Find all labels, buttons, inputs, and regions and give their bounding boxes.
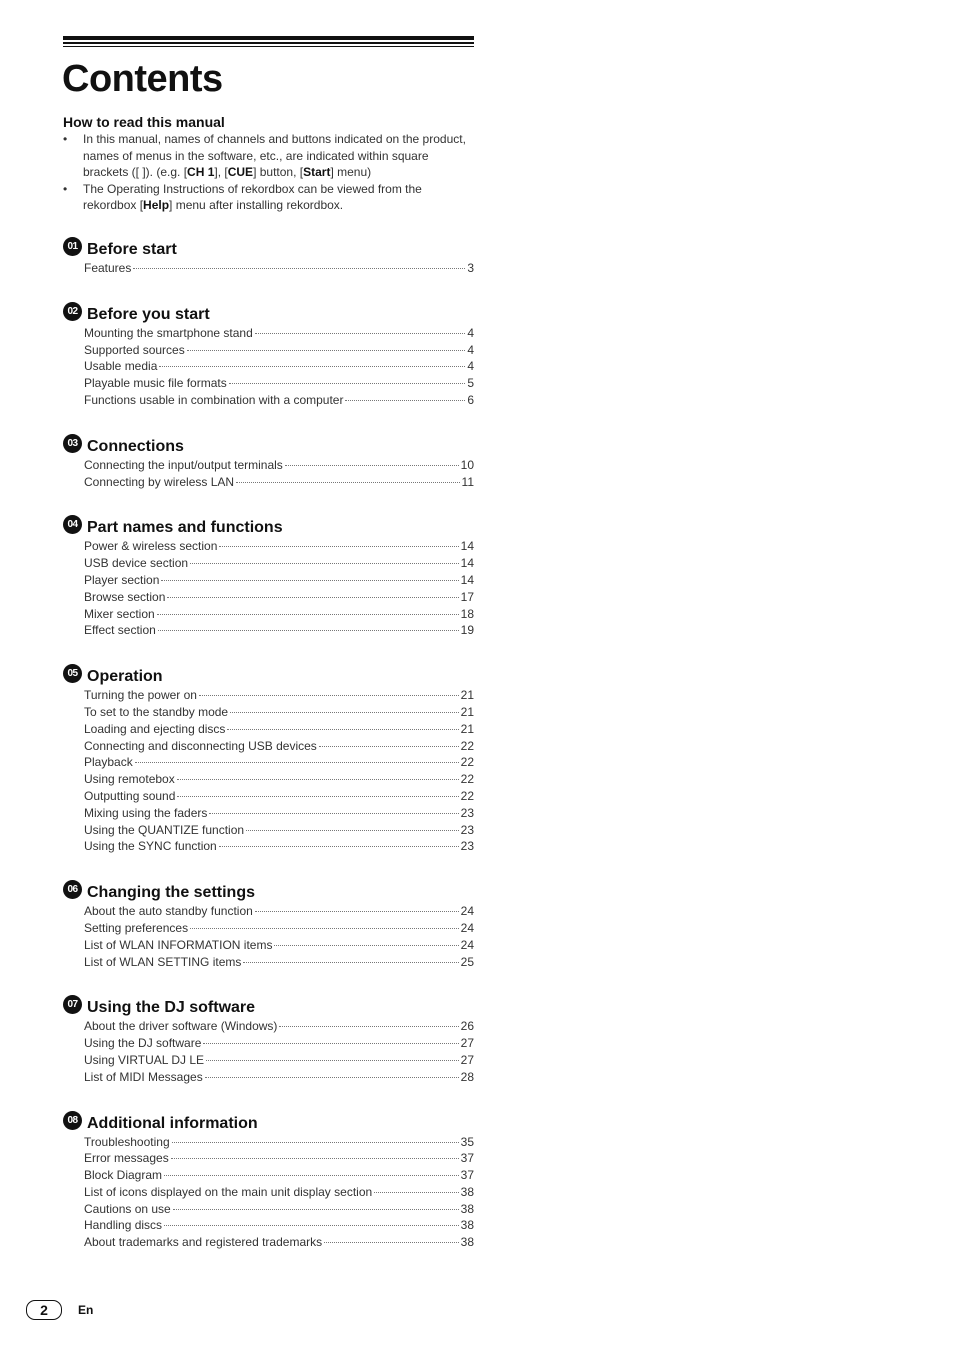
menu-name-start: Start [303,165,331,180]
toc-entry-title: List of WLAN INFORMATION items [84,937,273,952]
dot-leader [205,1077,459,1078]
toc-entry-page: 21 [460,704,474,719]
dot-leader [209,813,458,814]
dot-leader [374,1192,458,1193]
text: In this manual, names of channels and buttons indicated on the product, names of menus in the software, etc., are indicated within square brackets ([ ]). (e.g. [ [83,132,466,180]
bullet-icon: • [63,132,68,146]
toc-entry-page: 28 [460,1069,474,1084]
how-to-read-section [63,114,474,214]
toc-entry-list [84,457,474,491]
dot-leader [319,746,459,747]
chapter-heading[interactable] [63,233,474,260]
toc-entry[interactable] [84,375,474,392]
toc-entry-title: Block Diagram [84,1168,163,1183]
chapter-heading[interactable] [63,298,474,325]
toc-entry[interactable] [84,358,474,375]
toc-entry-title: USB device section [84,556,189,571]
text: The Operating Instructions of rekordbox can be viewed from the rekordbox [ [83,181,422,213]
toc-entry-title: List of WLAN SETTING items [84,954,242,969]
dot-leader [177,796,458,797]
toc-entry[interactable] [84,325,474,342]
toc-entry[interactable] [84,1217,474,1234]
toc-entry[interactable] [84,1234,474,1251]
toc-entry-page: 26 [460,1019,474,1034]
toc-entry-page: 6 [467,392,474,407]
dot-leader [164,1175,459,1176]
toc-entry-page: 14 [460,556,474,571]
toc-entry[interactable] [84,1018,474,1035]
dot-leader [173,1209,459,1210]
toc-entry[interactable] [84,1069,474,1086]
toc-entry-page: 27 [460,1036,474,1051]
toc-entry[interactable] [84,572,474,589]
dot-leader [345,400,465,401]
dot-leader [324,1242,459,1243]
rule-thick [63,36,474,40]
toc-entry[interactable] [84,260,474,277]
toc-entry-title: Browse section [84,589,166,604]
toc-entry-title: Setting preferences [84,920,189,935]
dot-leader [171,1158,459,1159]
toc-entry-page: 35 [460,1134,474,1149]
toc-entry-page: 10 [460,457,474,472]
toc-entry[interactable] [84,1035,474,1052]
toc-entry[interactable] [84,704,474,721]
toc-entry-page: 19 [460,623,474,638]
toc-entry-page: 22 [460,738,474,753]
toc-entry[interactable] [84,622,474,639]
toc-entry-title: Loading and ejecting discs [84,721,226,736]
toc-entry-page: 17 [460,589,474,604]
chapter-number-badge: 07 [63,995,82,1014]
toc-entry[interactable] [84,687,474,704]
toc-entry[interactable] [84,538,474,555]
dot-leader [187,350,466,351]
how-to-read-item-rekordbox [63,181,474,214]
toc-entry-page: 38 [460,1184,474,1199]
toc-entry-title: Playable music file formats [84,376,227,391]
button-name-ch1: CH 1 [187,165,215,180]
toc-entry-list [84,260,474,277]
dot-leader [177,779,459,780]
toc-entry-page: 22 [460,755,474,770]
toc-entry-list [84,325,474,409]
chapter-title: Connections [87,437,184,455]
chapter-section [63,233,474,277]
toc-entry-page: 25 [460,954,474,969]
toc-entry-page: 3 [467,261,474,275]
chapter-heading[interactable] [63,511,474,538]
toc-entry-page: 21 [460,688,474,703]
dot-leader [167,597,458,598]
toc-entry-title: Player section [84,572,160,587]
toc-entry-title: Playback [84,755,133,770]
dot-leader [157,614,459,615]
toc-entry[interactable] [84,589,474,606]
toc-entry-page: 14 [460,572,474,587]
chapter-number-badge: 01 [63,237,82,256]
chapter-section [63,430,474,491]
dot-leader [159,366,465,367]
toc-entry-page: 18 [460,606,474,621]
toc-entry-title: Cautions on use [84,1201,171,1216]
toc-entry-page: 14 [460,539,474,554]
toc-entry-page: 23 [460,822,474,837]
dot-leader [203,1043,458,1044]
toc-entry-title: Connecting by wireless LAN [84,474,235,489]
dot-leader [229,383,466,384]
toc-entry[interactable] [84,771,474,788]
toc-entry[interactable] [84,1184,474,1201]
toc-entry-page: 38 [460,1235,474,1250]
chapter-section [63,876,474,970]
chapter-heading[interactable] [63,1107,474,1134]
toc-entry[interactable] [84,754,474,771]
toc-entry[interactable] [84,954,474,971]
toc-entry-title: Connecting the input/output terminals [84,457,283,472]
toc-entry-page: 23 [460,805,474,820]
toc-entry[interactable] [84,788,474,805]
chapter-number-badge: 08 [63,1111,82,1130]
toc-entry[interactable] [84,457,474,474]
toc-entry-list [84,687,474,855]
toc-entry-page: 37 [460,1168,474,1183]
toc-entry-page: 22 [460,772,474,787]
toc-entry-list [84,1018,474,1085]
toc-entry-title: Effect section [84,623,156,638]
toc-entry-title: About the auto standby function [84,904,253,919]
chapter-number-badge: 05 [63,664,82,683]
dot-leader [133,268,465,269]
language-code: En [78,1303,94,1317]
toc-entry[interactable] [84,805,474,822]
toc-entry-title: List of icons displayed on the main unit display section [84,1184,373,1199]
dot-leader [172,1142,459,1143]
toc-entry-title: Connecting and disconnecting USB devices [84,738,317,753]
chapter-heading[interactable] [63,991,474,1018]
toc-entry-title: Using remotebox [84,772,175,787]
toc-entry[interactable] [84,721,474,738]
text: ] menu after installing rekordbox. [169,198,344,213]
toc-entry-page: 38 [460,1218,474,1233]
chapter-number-badge: 03 [63,434,82,453]
button-name-cue: CUE [227,165,254,180]
dot-leader [161,580,458,581]
dot-leader [274,945,458,946]
chapter-title: Using the DJ software [87,999,256,1017]
toc-entry-page: 27 [460,1052,474,1067]
toc-entry-list [84,1134,474,1252]
dot-leader [164,1225,459,1226]
how-to-read-heading: How to read this manual [63,114,225,130]
toc-entry[interactable] [84,903,474,920]
toc-entry-title: Features [84,261,132,275]
dot-leader [190,563,459,564]
dot-leader [279,1026,458,1027]
toc-entry[interactable] [84,738,474,755]
chapter-number-badge: 06 [63,880,82,899]
toc-entry-title: Error messages [84,1151,169,1166]
toc-entry-page: 24 [460,920,474,935]
toc-entry-title: List of MIDI Messages [84,1069,203,1084]
dot-leader [243,962,458,963]
dot-leader [199,695,459,696]
dot-leader [230,712,459,713]
toc-entry[interactable] [84,1052,474,1069]
toc-entry-page: 5 [467,376,474,391]
toc-entry-title: To set to the standby mode [84,704,229,719]
toc-entry-title: Usable media [84,359,158,374]
toc-entry[interactable] [84,606,474,623]
toc-entry[interactable] [84,937,474,954]
toc-entry-page: 11 [461,474,474,489]
toc-entry-page: 37 [460,1151,474,1166]
toc-entry-title: Power & wireless section [84,539,218,554]
toc-entry-title: About the driver software (Windows) [84,1019,278,1034]
dot-leader [206,1060,459,1061]
dot-leader [135,762,459,763]
toc-entry-page: 4 [467,342,474,357]
toc-entry[interactable] [84,1201,474,1218]
chapter-title: Before start [87,241,177,258]
toc-entry-title: Using the QUANTIZE function [84,822,245,837]
toc-entry[interactable] [84,920,474,937]
text: ] button, [ [253,165,304,180]
toc-entry-title: Functions usable in combination with a computer [84,392,344,407]
toc-entry[interactable] [84,392,474,409]
text: ] menu) [330,165,372,180]
chapter-heading[interactable] [63,876,474,903]
table-of-contents [63,233,474,1272]
toc-entry-page: 21 [460,721,474,736]
toc-entry[interactable] [84,555,474,572]
chapter-title: Operation [87,668,163,686]
chapter-heading[interactable] [63,430,474,457]
toc-entry-page: 23 [460,839,474,854]
toc-entry-title: Using the DJ software [84,1036,202,1051]
toc-entry-title: Handling discs [84,1218,163,1233]
toc-entry-list [84,538,474,639]
dot-leader [227,729,458,730]
chapter-title: Before you start [87,305,210,323]
dot-leader [190,928,459,929]
chapter-heading[interactable] [63,660,474,687]
toc-entry[interactable] [84,838,474,855]
toc-entry-title: Outputting sound [84,788,176,803]
how-to-read-item-brackets [63,131,474,181]
rule-thin-lower [63,46,474,48]
toc-entry[interactable] [84,342,474,359]
text: ], [ [214,165,228,180]
dot-leader [236,482,459,483]
dot-leader [219,546,458,547]
page-number: 2 [26,1300,62,1320]
toc-entry[interactable] [84,822,474,839]
toc-entry-page: 4 [467,325,474,340]
chapter-section [63,660,474,855]
chapter-number-badge: 02 [63,302,82,321]
page-title: Contents [62,58,223,100]
toc-entry-title: About trademarks and registered trademarks [84,1235,323,1250]
chapter-section [63,511,474,639]
chapter-section [63,298,474,409]
chapter-title: Changing the settings [87,884,255,902]
menu-name-help: Help [143,198,170,213]
how-to-read-list [63,131,474,214]
toc-entry-title: Turning the power on [84,688,197,703]
toc-entry-title: Mounting the smartphone stand [84,325,253,340]
toc-entry-title: Mixer section [84,606,155,621]
chapter-title: Part names and functions [87,519,283,537]
toc-entry-page: 22 [460,788,474,803]
toc-entry[interactable] [84,1150,474,1167]
bullet-icon: • [63,181,68,196]
toc-entry-title: Mixing using the faders [84,805,208,820]
chapter-title: Additional information [87,1114,258,1132]
page-footer [26,1300,93,1320]
toc-entry-title: Supported sources [84,342,185,357]
toc-entry-title: Using VIRTUAL DJ LE [84,1052,205,1067]
dot-leader [285,465,459,466]
chapter-number-badge: 04 [63,515,82,534]
toc-entry[interactable] [84,1134,474,1151]
dot-leader [246,830,459,831]
toc-entry-page: 24 [460,937,474,952]
rule-thin [63,42,474,44]
chapter-section [63,1107,474,1252]
toc-entry-page: 4 [467,359,474,374]
toc-entry-title: Troubleshooting [84,1134,170,1149]
toc-entry-page: 38 [460,1201,474,1216]
toc-entry[interactable] [84,474,474,491]
dot-leader [158,630,459,631]
toc-entry-list [84,903,474,970]
toc-entry-page: 24 [460,904,474,919]
title-rules [63,36,474,47]
dot-leader [255,333,466,334]
toc-entry-title: Using the SYNC function [84,839,217,854]
toc-entry[interactable] [84,1167,474,1184]
chapter-section [63,991,474,1085]
dot-leader [219,846,459,847]
dot-leader [255,911,459,912]
